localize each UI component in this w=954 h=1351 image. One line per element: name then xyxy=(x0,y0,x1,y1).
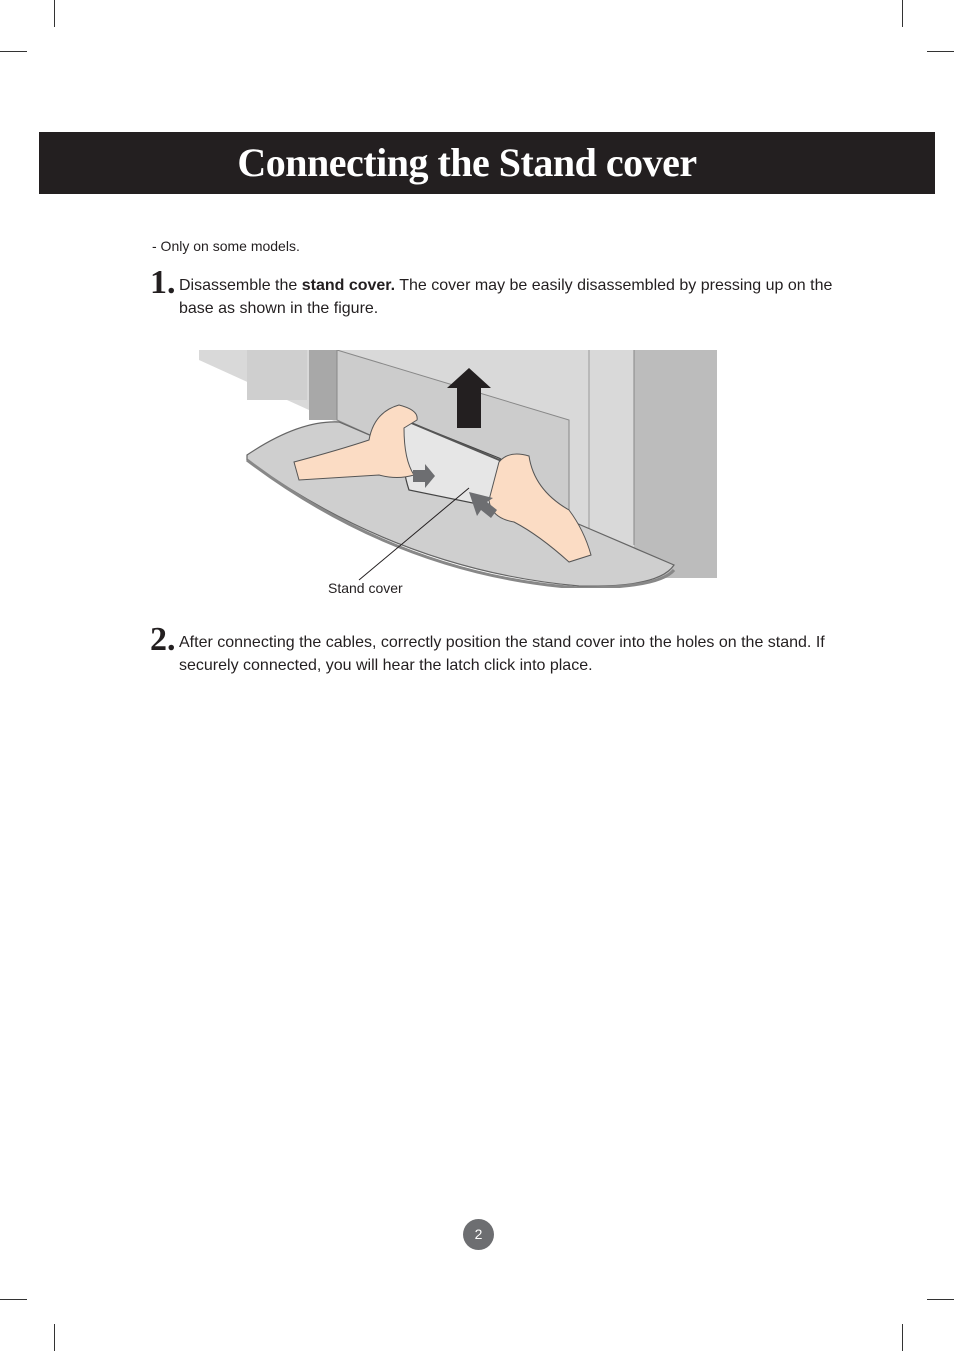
step-number: 1. xyxy=(150,264,176,301)
crop-mark xyxy=(902,0,903,27)
page-title: Connecting the Stand cover xyxy=(237,140,697,185)
crop-mark xyxy=(0,1299,27,1300)
step-text-part: Disassemble the xyxy=(179,277,302,294)
step-text: After connecting the cables, correctly position the stand cover into the holes on the stand. If securely connected, you will hear the latch click into place. xyxy=(179,634,825,674)
stand-cover-illustration xyxy=(199,350,717,588)
crop-mark xyxy=(54,1324,55,1351)
step-text-part: The cover may be easily disassembled by pressing up on the base as shown in the figure. xyxy=(179,277,833,317)
monitor-panel xyxy=(247,350,307,400)
page-number: 2 xyxy=(463,1219,494,1250)
step-text-bold: stand cover. xyxy=(301,277,396,294)
step-text xyxy=(179,274,859,320)
figure-label: Stand cover xyxy=(328,580,403,596)
crop-mark xyxy=(927,51,954,52)
crop-mark xyxy=(927,1299,954,1300)
model-note: - Only on some models. xyxy=(152,238,300,254)
crop-mark xyxy=(54,0,55,27)
crop-mark xyxy=(0,51,27,52)
step-number: 2. xyxy=(150,621,176,658)
crop-mark xyxy=(902,1324,903,1351)
title-bar xyxy=(39,132,935,194)
monitor-edge xyxy=(309,350,337,420)
monitor-right xyxy=(634,350,717,578)
